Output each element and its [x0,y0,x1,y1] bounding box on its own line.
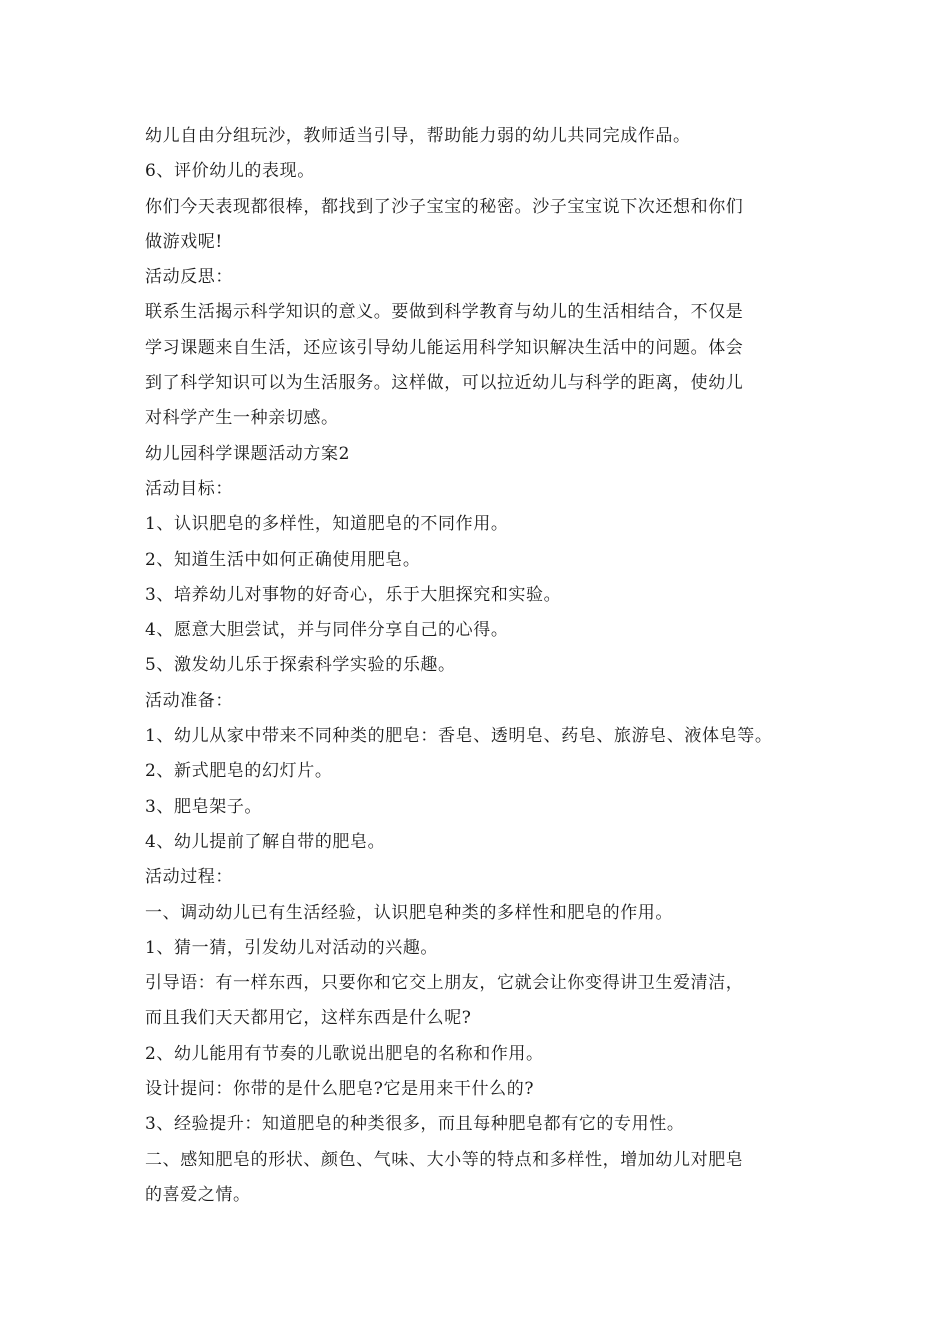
text-line: 一、调动幼儿已有生活经验，认识肥皂种类的多样性和肥皂的作用。 [145,902,673,923]
text-line: 学习课题来自生活，还应该引导幼儿能运用科学知识解决生活中的问题。体会 [145,337,744,358]
list-item: 1、猜一猜，引发幼儿对活动的兴趣。 [145,937,439,958]
text-line: 引导语：有一样东西，只要你和它交上朋友，它就会让你变得讲卫生爱清洁， [145,973,744,994]
text-line: 而且我们天天都用它，这样东西是什么呢? [145,1008,472,1029]
list-item: 3、肥皂架子。 [145,796,263,817]
text-line: 的喜爱之情。 [145,1184,251,1205]
document-body [145,119,825,1213]
list-item: 4、幼儿提前了解自带的肥皂。 [145,831,386,852]
section-heading: 活动目标： [145,478,233,499]
text-line: 6、评价幼儿的表现。 [145,161,315,182]
document-title: 幼儿园科学课题活动方案2 [145,443,351,464]
text-line: 到了科学知识可以为生活服务。这样做，可以拉近幼儿与科学的距离，使幼儿 [145,373,744,394]
text-line: 设计提问：你带的是什么肥皂?它是用来干什么的? [145,1079,535,1100]
list-item: 2、幼儿能用有节奏的儿歌说出肥皂的名称和作用。 [145,1043,544,1064]
text-line: 你们今天表现都很棒，都找到了沙子宝宝的秘密。沙子宝宝说下次还想和你们 [145,196,744,217]
section-heading: 活动过程： [145,867,233,888]
text-line: 二、感知肥皂的形状、颜色、气味、大小等的特点和多样性，增加幼儿对肥皂 [145,1149,744,1170]
text-line: 联系生活揭示科学知识的意义。要做到科学教育与幼儿的生活相结合，不仅是 [145,302,744,323]
section-heading: 活动反思： [145,267,233,288]
list-item: 2、知道生活中如何正确使用肥皂。 [145,549,421,570]
list-item: 3、培养幼儿对事物的好奇心，乐于大胆探究和实验。 [145,584,562,605]
list-item: 5、激发幼儿乐于探索科学实验的乐趣。 [145,655,456,676]
list-item: 4、愿意大胆尝试，并与同伴分享自己的心得。 [145,620,509,641]
list-item: 1、幼儿从家中带来不同种类的肥皂：香皂、透明皂、药皂、旅游皂、液体皂等。 [145,726,773,747]
section-heading: 活动准备： [145,690,233,711]
text-line: 做游戏呢! [145,231,223,252]
list-item: 3、经验提升：知道肥皂的种类很多，而且每种肥皂都有它的专用性。 [145,1114,685,1135]
text-line: 幼儿自由分组玩沙，教师适当引导，帮助能力弱的幼儿共同完成作品。 [145,126,691,146]
list-item: 2、新式肥皂的幻灯片。 [145,761,333,782]
text-line: 对科学产生一种亲切感。 [145,408,339,429]
list-item: 1、认识肥皂的多样性，知道肥皂的不同作用。 [145,514,509,535]
